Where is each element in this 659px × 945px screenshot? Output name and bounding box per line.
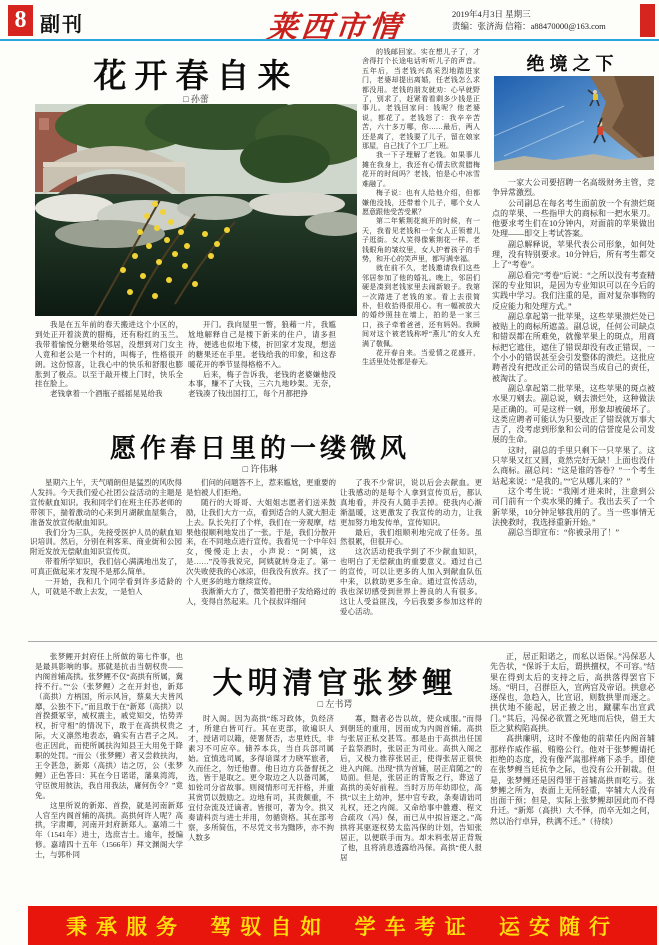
paragraph: 就在前不久，老钱邀请我们这些邻居参加了他的婚礼。晚上，邻居们硬是凑到老钱家里去闹新娘子。我第一次踏进了老钱的家。看上去很简朴，但收拾得很用心。有一幅被放大的婚纱照挂在墙上，拍的是一家三口，孩子牵着爸爸，还有妈妈。我瞬间对这个被老钱称呼“燕儿”的女人充满了敬佩。 [362, 264, 480, 348]
paragraph: 带着所学知识，我们信心满满地出发了，可真正做起来才发现不是那么简单。 [30, 557, 182, 577]
paragraph: 副总当即宣布：“你被录用了！” [508, 528, 620, 538]
section-divider [28, 641, 657, 642]
bridge-garden-photo [35, 104, 357, 316]
article-zhang-column-4 [490, 652, 655, 900]
article-cliff-title: 绝境之下 [526, 54, 619, 74]
article-flower-author: □ 孙蕾 [183, 94, 209, 104]
paragraph: 这个考生说：“我刚才进来时，注意到公司门前有一个卖水果的摊子。我出去买了一个新苹果，10分钟足够我用的了。当一些事情无法挽救时，我选择重新开始。” [492, 486, 655, 527]
section-title: 副刊 [40, 14, 84, 36]
paragraph: 公司副总在每名考生面前放一个有溃烂斑点的苹果、一些指甲大的商标和一把水果刀。他要求考生们在10分钟内，对面前的苹果做出处理——即交上考试答案。 [492, 198, 655, 239]
paragraph: 高拱廉明，这时不像他的前辈任内阁首辅那样作威作福、贿赂公行。他对于张梦鲤请托拒绝的态度，没有像严嵩那样痛下杀手。即使在张梦鲤当廷抗争之际，也没有公开制裁。但是，张梦鲤还是因得罪于首辅高拱而吃亏。张梦鲤之所为，表面上无所轻重，宰辅大人没有出面干预；但是，实际上张梦鲤却因此而不得升迁。“新郑（高拱）大不怿，而卒无如之何，然以治行卓异，秩满不迁。”（待续） [490, 734, 655, 826]
banner-slogan-2: 驾驭自如 [210, 915, 331, 939]
paragraph: 这里所说的新郑、首揆，就是河南新郑人官至内阁首辅的高拱。高拱何许人呢？高拱，字肃卿，河南开封府新郑人。嘉靖二十年（1541年）进士，选庶吉士。逾年，授编修。嘉靖四十五年（1566年）拜文渊阁大学士，与郭朴同 [35, 800, 183, 860]
paragraph: 这次活动使我学到了不少献血知识，也明白了无偿献血的重要意义。通过自己的宣传，可以让更多的人加入到献血队伍中来，以救助更多生命。通过宣传活动，我也深切感受到世界上善良的人有很多。这让人受益匪浅，今后我要多参加这样的爱心活动。 [340, 547, 482, 616]
paragraph: 副总拿起第一批苹果，这些苹果溃烂处已被贴上的商标所遮盖。副总说，任何公司缺点和错误都在所难免，就像苹果上的斑点，用商标把它遮住，遮住了错误却没有改正错误，一个小小的错误甚至会引发整体的溃烂。这批应聘者没有把改正公司的错误当成自己的责任，被淘汰了。 [492, 311, 655, 383]
paragraph: 后来，梅子告诉我，老钱的老婆嫌他没本事，赚不了大钱，三六九地吵架。无奈，老钱凑了钱出国打工，每个月都把挣 [188, 369, 336, 399]
paragraph: 们问的问题答不上，惹来尴尬，更重要的是怕被人们拒绝。 [186, 478, 336, 497]
article-zhang-column-1 [35, 652, 183, 900]
banner-slogan-4: 运安随行 [498, 915, 619, 939]
paragraph: 时入阁。因为高拱“练习政体，负经济才，所建白皆可行。其在吏部，欲遍识人才，授诸司以籍，使署贤否，志里姓氏，非素习不可应卒。储养本兵，当自兵部司属始。宜慎选司属，多得谙谋才力晓军旅者，久而任之，勿迁他曹。他日边方兵备督抚之选，皆于是取之。更令取边之人以备司属，如铨司分省故事。则阅情形可无扞格，并重其赏罚以鼓励之。边地有司，其责颇重，不宜付杂流及迁谪者。皆报可，著为令。拱又奏请科贡与进士并用，勿循资格。其在部考察，多所简伍，不尽凭文书为黜陟，亦不拘人数多 [188, 714, 334, 842]
article-breeze-title: 愿作春日里的一缕微风 [109, 433, 410, 463]
article-flower-column-2 [188, 320, 336, 404]
paragraph: 随行的大哥哥、大姐姐志愿者们送来鼓励，让我们大方一点，看到适合的人就大胆走上去。队长先打了个样，我们在一旁观摩，结果他很顺利地发出了一张。于是，我们分散开来，在不同地点进行宣传。我看见一个中年妇女，慢慢走上去，小声说：“阿姨，这是……”没等我说完，阿姨就转身走了。第一次失败使我的心冰凉，但我没有放弃。找了一个人更多的地方继续宣传。 [186, 497, 336, 587]
article-flower-column-1 [35, 320, 183, 404]
paragraph: 副总解释说，苹果代表公司形象，如何处理，没有特别要求。10分钟后，所有考生都交上了“考卷”。 [492, 239, 655, 270]
article-breeze-column-3 [340, 478, 482, 636]
paragraph: 花开春自来。当爱情之花盛开，生活里处处都是春天。 [362, 349, 480, 367]
paragraph: 老钱拿着一个酒瓶子摇摇晃晃给我 [50, 389, 163, 399]
article-flower-title: 花开春自来 [93, 57, 299, 94]
paragraph: 梅子说：也有人给他介绍，但都嫌他没钱，还带着个儿子，哪个女人愿意跟他受苦受累？ [362, 189, 480, 216]
article-flower-column-3 [362, 48, 480, 380]
paragraph: 的钱邮回家。实在想儿子了，才舍得打个长途电话听听儿子的声音。五年后，当老钱兴高采烈地踏进家门，老婆却提出离婚，任老钱怎么求都没用。老钱的朋友就劝：心早就野了，别求了，赶紧看看剩多少钱是正事儿。老钱回家问：钱呢？他老婆说，都花了。老钱怒了：我辛辛苦苦，六十多万哪，你……最后，两人还是离了，老钱要了儿子，留在娘家那屋，自己找了个工厂上班。 [362, 48, 480, 151]
banner-slogan-3: 学车考证 [354, 915, 475, 939]
footer-ad-banner [28, 906, 657, 945]
rock-climbing-photo [494, 76, 654, 170]
header-info [452, 8, 632, 32]
article-breeze-column-1 [30, 478, 182, 636]
paragraph: 星期六上午，天气晴朗但是猛烈的风吹得人发抖。今天我们爱心社团公益活动的主题是宣传献血知识。我和同学们在班主任苏老师的带领下，揣着激动的心来到月湖献血屋集合，准备发放宣传献血知识。 [30, 478, 182, 527]
article-zhang-title: 大明清官张梦鲤 [212, 667, 458, 700]
article-breeze-column-2 [186, 478, 336, 636]
paragraph: 了我不少常识，说以后会去献血。更让我感动的是每个人拿到宣传页后，都认真地看，并没有人随手丢掉。使我内心渐渐温暖，这更激发了我宣传的动力，让我更加努力地发传单，宣传知识。 [340, 478, 482, 527]
page-number-box [8, 5, 33, 36]
paragraph: 我们分为三队，先接受医护人员的献血知识培训。然后，分别在利客来、商业街和公园附近发放无偿献血知识宣传页。 [30, 527, 182, 557]
paragraph: 开门。我向屋里一瞥，狼藉一片，我尴尬地解释自己是楼下新来的住户，请多担待，便逃也似地下楼，折回家才发现，想送的糖果还在手里。老钱给我的印象，和这春暖花开的季节显得格格不入。 [188, 320, 336, 369]
banner-slogan-1: 秉承服务 [66, 915, 186, 939]
page-number: 8 [14, 7, 27, 33]
paragraph: 我是在五年前的春天搬进这个小区的，到处正开着淡黄的腊梅，还有粉红的玉兰。我带着愉悦分糖果给邻居，没想到对门女主人竟和老公是一个村的，叫梅子，性格很开朗。这份惊喜，让我心中的快乐和舒服也膨胀到了极点。以至于敲开楼上门时，快乐全挂在脸上。 [35, 320, 183, 389]
header-red-bar [640, 4, 655, 37]
article-zhang-author: □ 左书谔 [317, 699, 353, 709]
masthead: 莱西市情 [264, 10, 405, 45]
bridge-garden-illustration [35, 104, 357, 316]
paragraph: 最后，我们组顺利地完成了任务。虽然很累，但很开心。 [340, 527, 482, 547]
paragraph: 一家大公司要招聘一名高级财务主管，竞争异常激烈。 [492, 178, 655, 198]
paragraph: 副总看完“考卷”后说：“之所以没有考查精深的专业知识，是因为专业知识可以在今后的实践中学习。我们注重的是，面对复杂事物的反应能力和处理方式。” [492, 270, 655, 311]
rock-climbing-illustration [494, 76, 654, 170]
paragraph: 我渐渐大方了，微笑着把册子发给路过的人，变得自然起来。几个叔叔详细问 [186, 586, 336, 606]
paragraph: 这时，副总的手里只剩下一只苹果了。这只苹果又红又圆，竟然完好无缺！上面也没什么商标。副总问：“这是谁的答卷？”一个考生站起来说：“是我的。”“它从哪儿来的？” [492, 445, 655, 486]
paragraph: 正，居正阳诺之，而私以语保。”冯保恶人先告状，“保诉于太后，谓拱擅权，不可容。”结果在得到太后的支持之后，高拱落得罢官下场。“明日，召群臣入，宣两宫及帝诏。拱意必逐保也，急趋入，比宣诏，则数拱罪而逐之。拱伏地不能起，居正掖之出，蹴骡车出宣武门。”其后，冯保必欲置之死地而后快，借王大臣之狱构陷高拱。 [490, 652, 655, 734]
paragraph: 张梦鲤开封府任上所做的第七件事，也是最具影响的事。那就是抗击当朝权贵——内阁首辅高拱。张梦鲤不仅“高拱有所属，冀持不行。”“公（张梦鲤）之在开封也，新郑（高拱）方柄国，所示风旨，蔡臬大夫皆风靡，公独不下。”而且敢于在“新郑（高拱）以首揆摄冢宰，威权震主，戚党知交，怙势弄权，折守相”的情况下，敢于在高拱权贵之际，大义凛然地表态，确实有古君子之风。也正因此，而使所属扶沟知县王大用免于降职的处罚。“而公（张梦鲤）者又尝救扶沟，王令甚急，新郑（高拱）诘之厉，公（张梦鲤）正色答曰：其在今日诺诺，藩臬湾湾，守臣彼用彼法，我自用我法，庸何伤令？”竟免。 [35, 652, 183, 800]
paragraph: 第二年紫荆花疯开的时候，有一天，我看见老钱和一个女人正领着儿子逛街。女人笑得像紫荆花一样。老钱眼角的皱纹里，女人护着孩子的手势，和开心的笑声里，都写满幸福。 [362, 217, 480, 263]
article-cliff-body [492, 178, 655, 626]
paragraph: 寡，黜者必告以故，使众咸服。”而得到朝廷的重用，因而成为内阁首辅。高拱与张居正私交甚笃。那是由于高拱出任国子监祭酒时，张居正为司业。高拱入阁之后，又极力推荐张居正，使得张居正很快进入内阁。出现“拱为首辅，居正肩随之”的局面。但是，张居正的背叛之行，葬送了高拱的美好前程。当时万历年幼即位，高拱“以主上幼冲，惩中官专政，条奏请诎司礼权，还之内阁。又命给事中雒遵、程文合疏攻（冯）保，而已从中拟旨逐之。”高拱将其驱逐权势太监冯保的计划，告知张居正，以便联手而为。却未料张居正背叛了他，且将消息透露给冯保。高拱“使人报居 [340, 714, 482, 862]
paragraph: 一开始，我和几个同学看到许多适龄的人，可就是不敢上去发，一是怕人 [30, 577, 182, 596]
header-rule [0, 39, 659, 41]
article-zhang-column-3 [340, 714, 482, 900]
article-breeze-author: □ 许伟琳 [242, 464, 278, 474]
editor-line: 责编：张济海 信箱：a88470000@163.com [452, 21, 606, 31]
paragraph: 副总拿起第二批苹果，这些苹果的斑点被水果刀剜去。副总说，剜去溃烂处，这种做法是正确的。可是这样一剜，形象却被破坏了。这类应聘者可能认为只要改正了错误就万事大吉了，没考虑到形象和公司的信誉度是公司发展的生命。 [492, 383, 655, 445]
issue-date: 2019年4月3日 星期三 [452, 9, 531, 19]
paragraph: 我一下子理解了老钱。如果事儿摊在我身上，我还有心情去欣赏腊梅花开的时间吗？老钱，怕是心中冰雪难融了。 [362, 151, 480, 188]
article-zhang-column-2 [188, 714, 334, 900]
